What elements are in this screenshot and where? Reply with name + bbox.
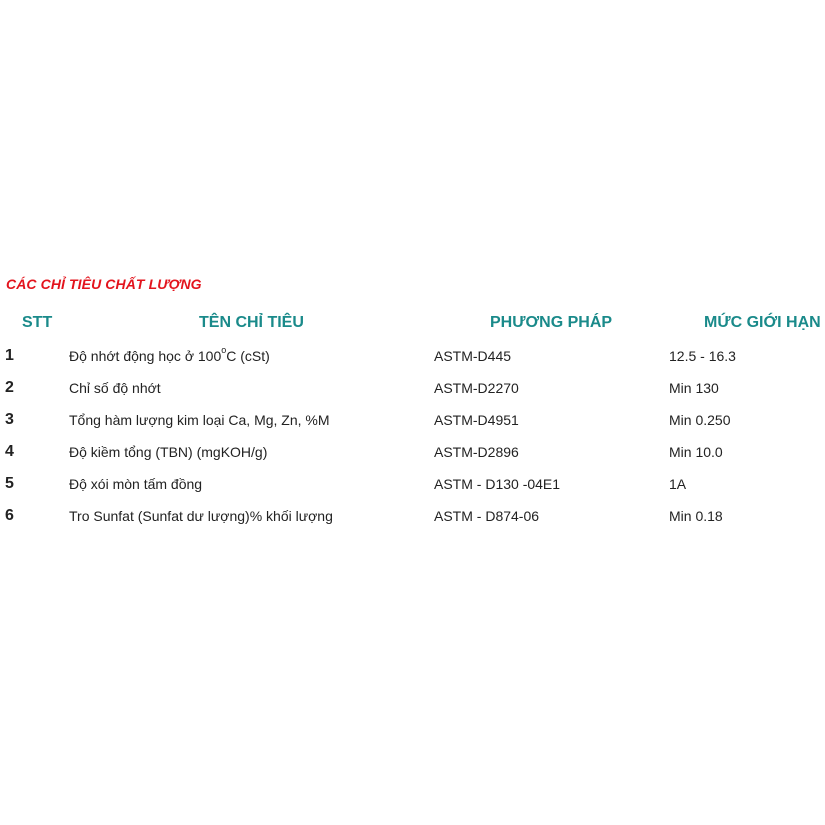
header-method: PHƯƠNG PHÁP bbox=[490, 314, 613, 331]
row-stt: 5 bbox=[5, 475, 14, 492]
row-stt: 2 bbox=[5, 379, 14, 396]
row-method: ASTM - D874-06 bbox=[434, 508, 540, 524]
row-name: Chỉ số độ nhớt bbox=[69, 380, 161, 396]
table-row bbox=[0, 410, 825, 442]
table-row bbox=[0, 474, 825, 506]
section-title: CÁC CHỈ TIÊU CHẤT LƯỢNG bbox=[6, 276, 202, 292]
table-row bbox=[0, 442, 825, 474]
row-stt: 4 bbox=[5, 443, 14, 460]
row-stt: 3 bbox=[5, 411, 14, 428]
row-limit: Min 10.0 bbox=[669, 444, 723, 460]
row-name: Độ xói mòn tấm đồng bbox=[69, 476, 203, 492]
row-method: ASTM - D130 -04E1 bbox=[434, 476, 561, 492]
row-name: Tổng hàm lượng kim loại Ca, Mg, Zn, %M bbox=[69, 412, 330, 428]
row-limit: 12.5 - 16.3 bbox=[669, 348, 736, 364]
row-stt: 6 bbox=[5, 507, 14, 524]
row-name: Tro Sunfat (Sunfat dư lượng)% khối lượng bbox=[69, 508, 333, 524]
table-row bbox=[0, 346, 825, 378]
table-row bbox=[0, 378, 825, 410]
row-stt: 1 bbox=[5, 347, 14, 364]
header-limit: MỨC GIỚI HẠN bbox=[704, 314, 821, 331]
row-limit: 1A bbox=[669, 476, 687, 492]
row-method: ASTM-D4951 bbox=[434, 412, 519, 428]
row-name: Độ kiềm tổng (TBN) (mgKOH/g) bbox=[69, 444, 268, 460]
table-row bbox=[0, 506, 825, 538]
row-limit: Min 0.250 bbox=[669, 412, 731, 428]
row-limit: Min 130 bbox=[669, 380, 719, 396]
row-method: ASTM-D2270 bbox=[434, 380, 519, 396]
row-limit: Min 0.18 bbox=[669, 508, 723, 524]
header-name: TÊN CHỈ TIÊU bbox=[199, 314, 304, 331]
row-name: Độ nhớt động học ở 100$^o$C (cSt) bbox=[69, 345, 270, 364]
row-method: ASTM-D2896 bbox=[434, 444, 519, 460]
row-method: ASTM-D445 bbox=[434, 348, 512, 364]
header-stt: STT bbox=[22, 314, 53, 331]
